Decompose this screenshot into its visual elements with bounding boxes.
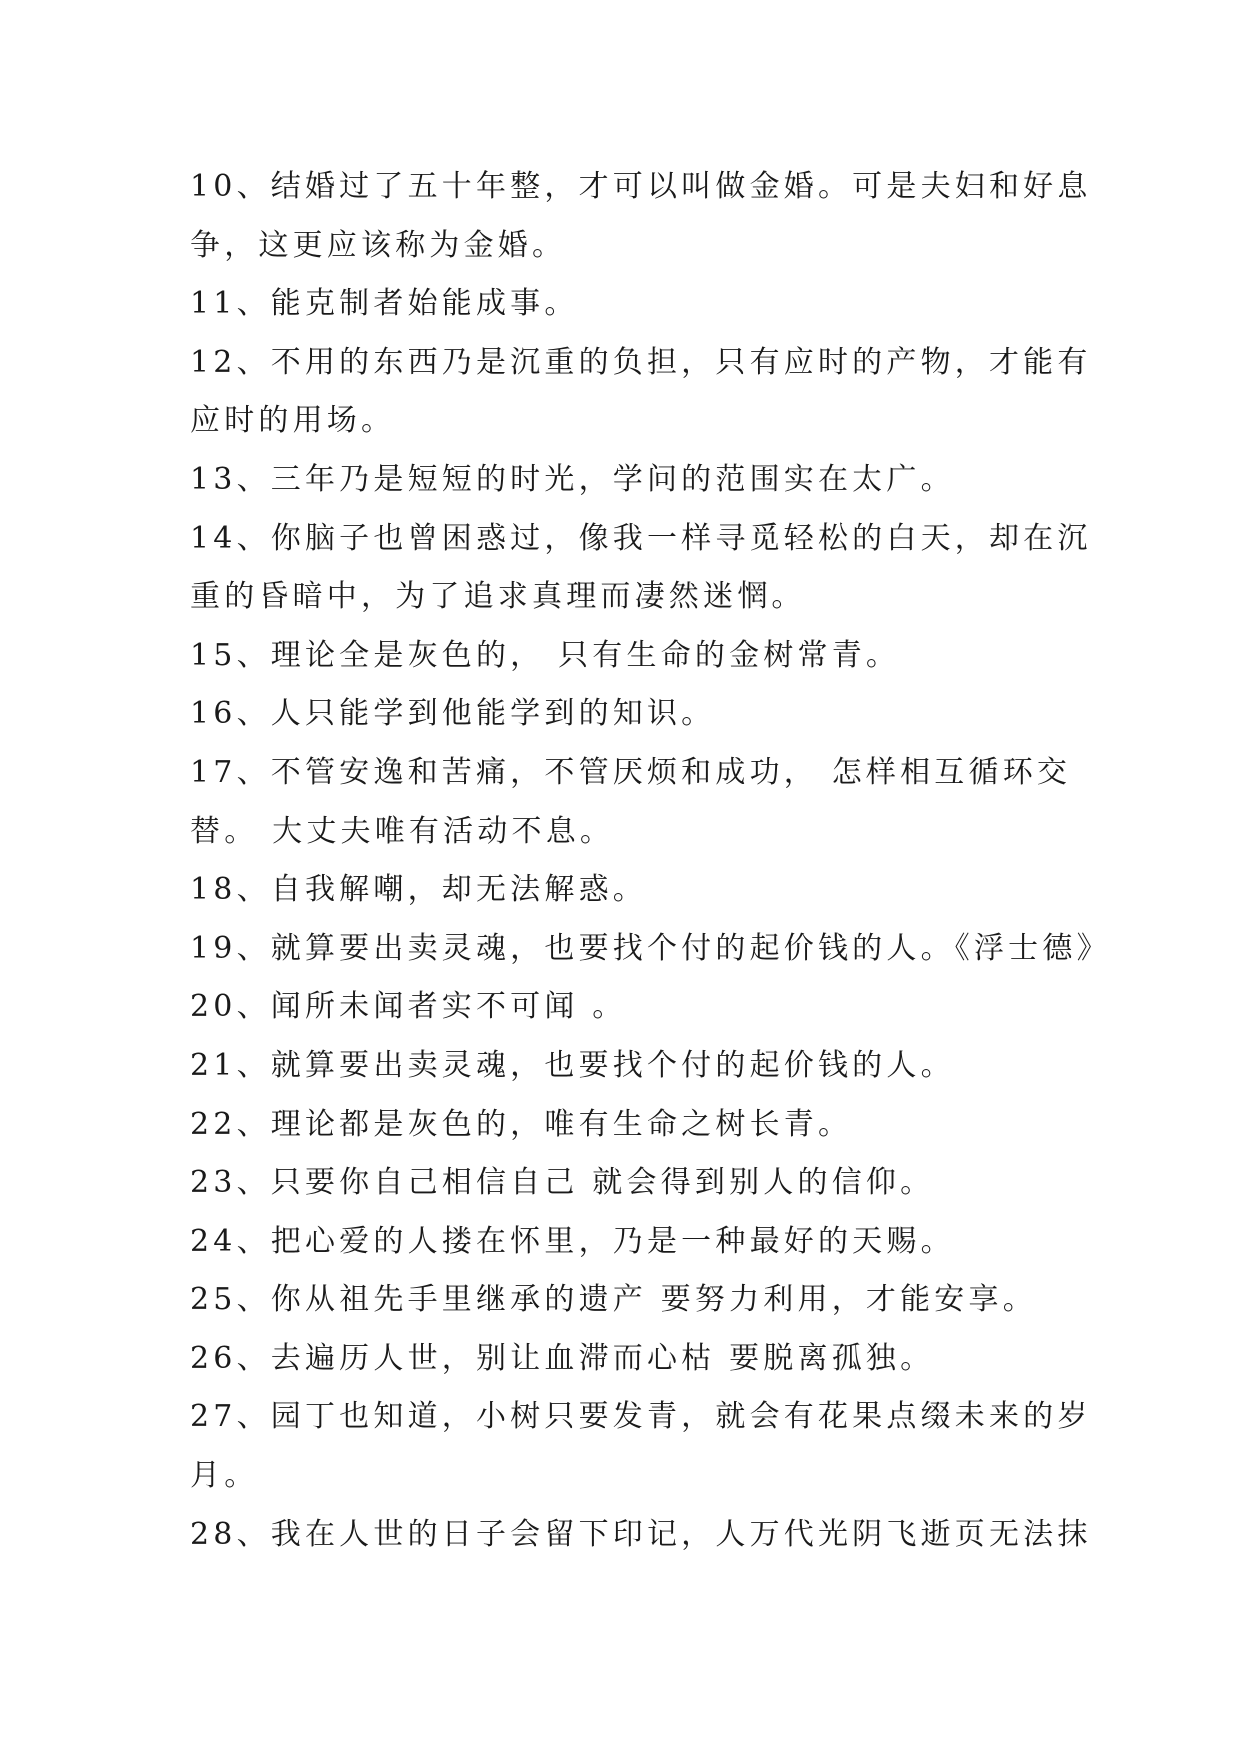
text-line: 19、就算要出卖灵魂，也要找个付的起价钱的人。《浮士德》	[190, 930, 1111, 966]
text-line: 10、结婚过了五十年整，才可以叫做金婚。可是夫妇和好息	[190, 169, 1092, 204]
text-line: 25、你从祖先手里继承的遗产 要努力利用，才能安享。	[190, 1282, 1037, 1318]
text-line: 应时的用场。	[190, 403, 396, 439]
text-line: 26、去遍历人世，别让血滞而心枯 要脱离孤独。	[190, 1340, 935, 1376]
text-line: 21、就算要出卖灵魂，也要找个付的起价钱的人。	[190, 1047, 955, 1083]
text-line: 11、能克制者始能成事。	[190, 286, 579, 322]
text-line: 28、我在人世的日子会留下印记，人万代光阴飞逝页无法抹	[190, 1516, 1092, 1552]
text-line: 22、理论都是灰色的，唯有生命之树长青。	[190, 1106, 853, 1142]
text-line: 14、你脑子也曾困惑过，像我一样寻觅轻松的白天，却在沉	[190, 520, 1092, 556]
text-line: 18、自我解嘲，却无法解惑。	[190, 872, 647, 908]
text-line: 20、闻所未闻者实不可闻 。	[190, 989, 627, 1025]
text-line: 重的昏暗中，为了追求真理而凄然迷惘。	[190, 579, 806, 615]
text-line: 27、园丁也知道，小树只要发青，就会有花果点缀未来的岁	[190, 1399, 1092, 1435]
document-page	[190, 158, 1111, 1564]
text-line: 15、理论全是灰色的， 只有生命的金树常青。	[190, 637, 901, 673]
text-line: 争，这更应该称为金婚。	[190, 227, 567, 263]
text-line: 24、把心爱的人搂在怀里，乃是一种最好的天赐。	[190, 1223, 955, 1259]
text-line: 16、人只能学到他能学到的知识。	[190, 696, 716, 732]
text-line: 替。 大丈夫唯有活动不息。	[190, 813, 615, 849]
text-line: 月。	[190, 1458, 259, 1494]
text-line: 17、不管安逸和苦痛，不管厌烦和成功， 怎样相互循环交	[190, 754, 1072, 790]
text-line: 23、只要你自己相信自己 就会得到别人的信仰。	[190, 1165, 935, 1201]
text-line: 12、不用的东西乃是沉重的负担，只有应时的产物，才能有	[190, 344, 1092, 380]
text-line: 13、三年乃是短短的时光，学问的范围实在太广。	[190, 461, 955, 497]
